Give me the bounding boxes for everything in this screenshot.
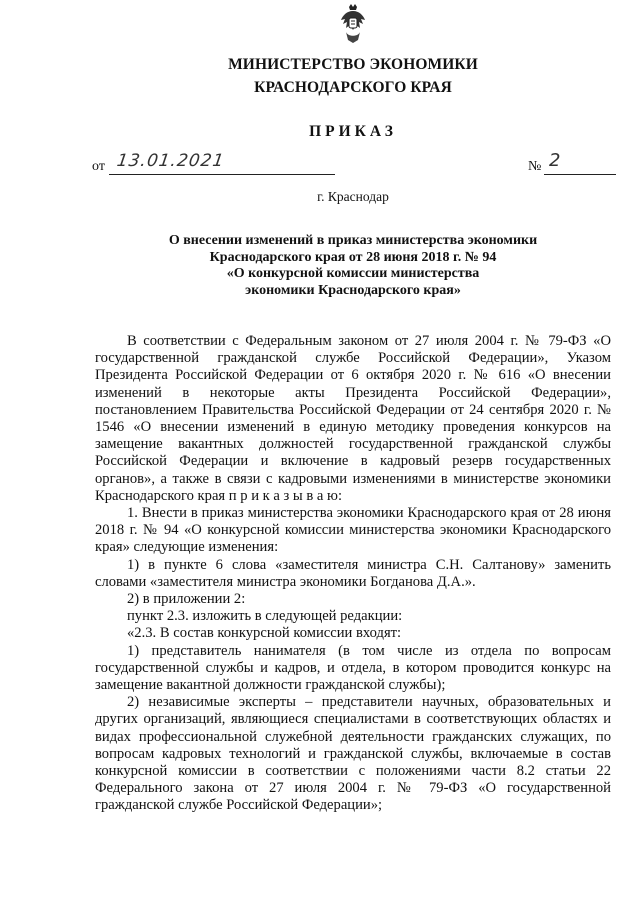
sub-item-1-paragraph: 1) в пункте 6 слова «заместителя министра С.Н. Салтанову» заменить словами «заместителя министра экономики Богданова Д.А.». [95,556,611,590]
city: г. Краснодар [317,189,389,204]
number-underline [544,174,616,175]
order-title [0,233,640,299]
order-number: 2 [549,150,561,171]
order-body [95,333,611,815]
registration-row [92,150,616,177]
coat-of-arms-icon [338,4,368,44]
sub-item-2-paragraph: 2) в приложении 2: [127,591,246,608]
point-paragraph: пункт 2.3. изложить в следующей редакции: [127,608,403,625]
title-line: Краснодарского края от 28 июня 2018 г. № 94 [209,249,497,265]
quote-item-1-paragraph: 1) представитель нанимателя (в том числе из отдела по вопросам государственной службы и кадров, и отдела, в котором проводится конкурс на замещение вакантной должности гражданской службы); [95,642,611,694]
title-line: О внесении изменений в приказ министерства экономики [168,233,538,248]
title-line: экономики Краснодарского края» [245,282,461,298]
title-line: «О конкурсной комиссии министерства [226,266,480,281]
order-date: 13.01.2021 [115,151,226,171]
quote-item-2-paragraph: 2) независимые эксперты – представители научных, образовательных и других организаций, являющиеся специалистами в соответствующих областях и видах профессиональной служебной деятельности гражданских служащих, по вопросам кадровых технологий и гражданской службы, включаемые в состав конкурсной комиссии в соответствии с положениями части 8.2 статьи 22 Федерального закона от 27 июля 2004 г. № 79-ФЗ «О государственной гражданской службе Российской Федерации»; [95,694,611,814]
preamble-paragraph: В соответствии с Федеральным законом от 27 июля 2004 г. № 79-ФЗ «О государственной гражданской службе Российской Федерации», Указом Президента Российской Федерации от 6 октября 2020 г. № 616 «О внесении изменений в некоторые акты Президента Российской Федерации», постановлением Правительства Российской Федерации от 24 сентября 2020 г. № 1546 «О внесении изменений в единую методику проведения конкурсов на замещение вакантных должностей государственной гражданской службы Российской Федерации и включение в кадровый резерв государственных органов», а также в связи с кадровыми изменениями в министерстве экономики Краснодарского края п р и к а з ы в а ю: [95,333,611,504]
date-underline [109,174,335,175]
date-prefix: от [92,159,105,174]
quote-start-paragraph: «2.3. В состав конкурсной комиссии входят: [127,625,402,642]
item-1-paragraph: 1. Внести в приказ министерства экономики Краснодарского края от 28 июня 2018 г. № 94 «О конкурсной комиссии министерства экономики Краснодарского края» следующие изменения: [95,505,611,556]
ministry-name-line1: МИНИСТЕРСТВО ЭКОНОМИКИ [228,56,478,73]
number-prefix: № [528,159,542,174]
document-type: ПРИКАЗ [309,123,397,140]
ministry-name-line2: КРАСНОДАРСКОГО КРАЯ [254,79,452,96]
